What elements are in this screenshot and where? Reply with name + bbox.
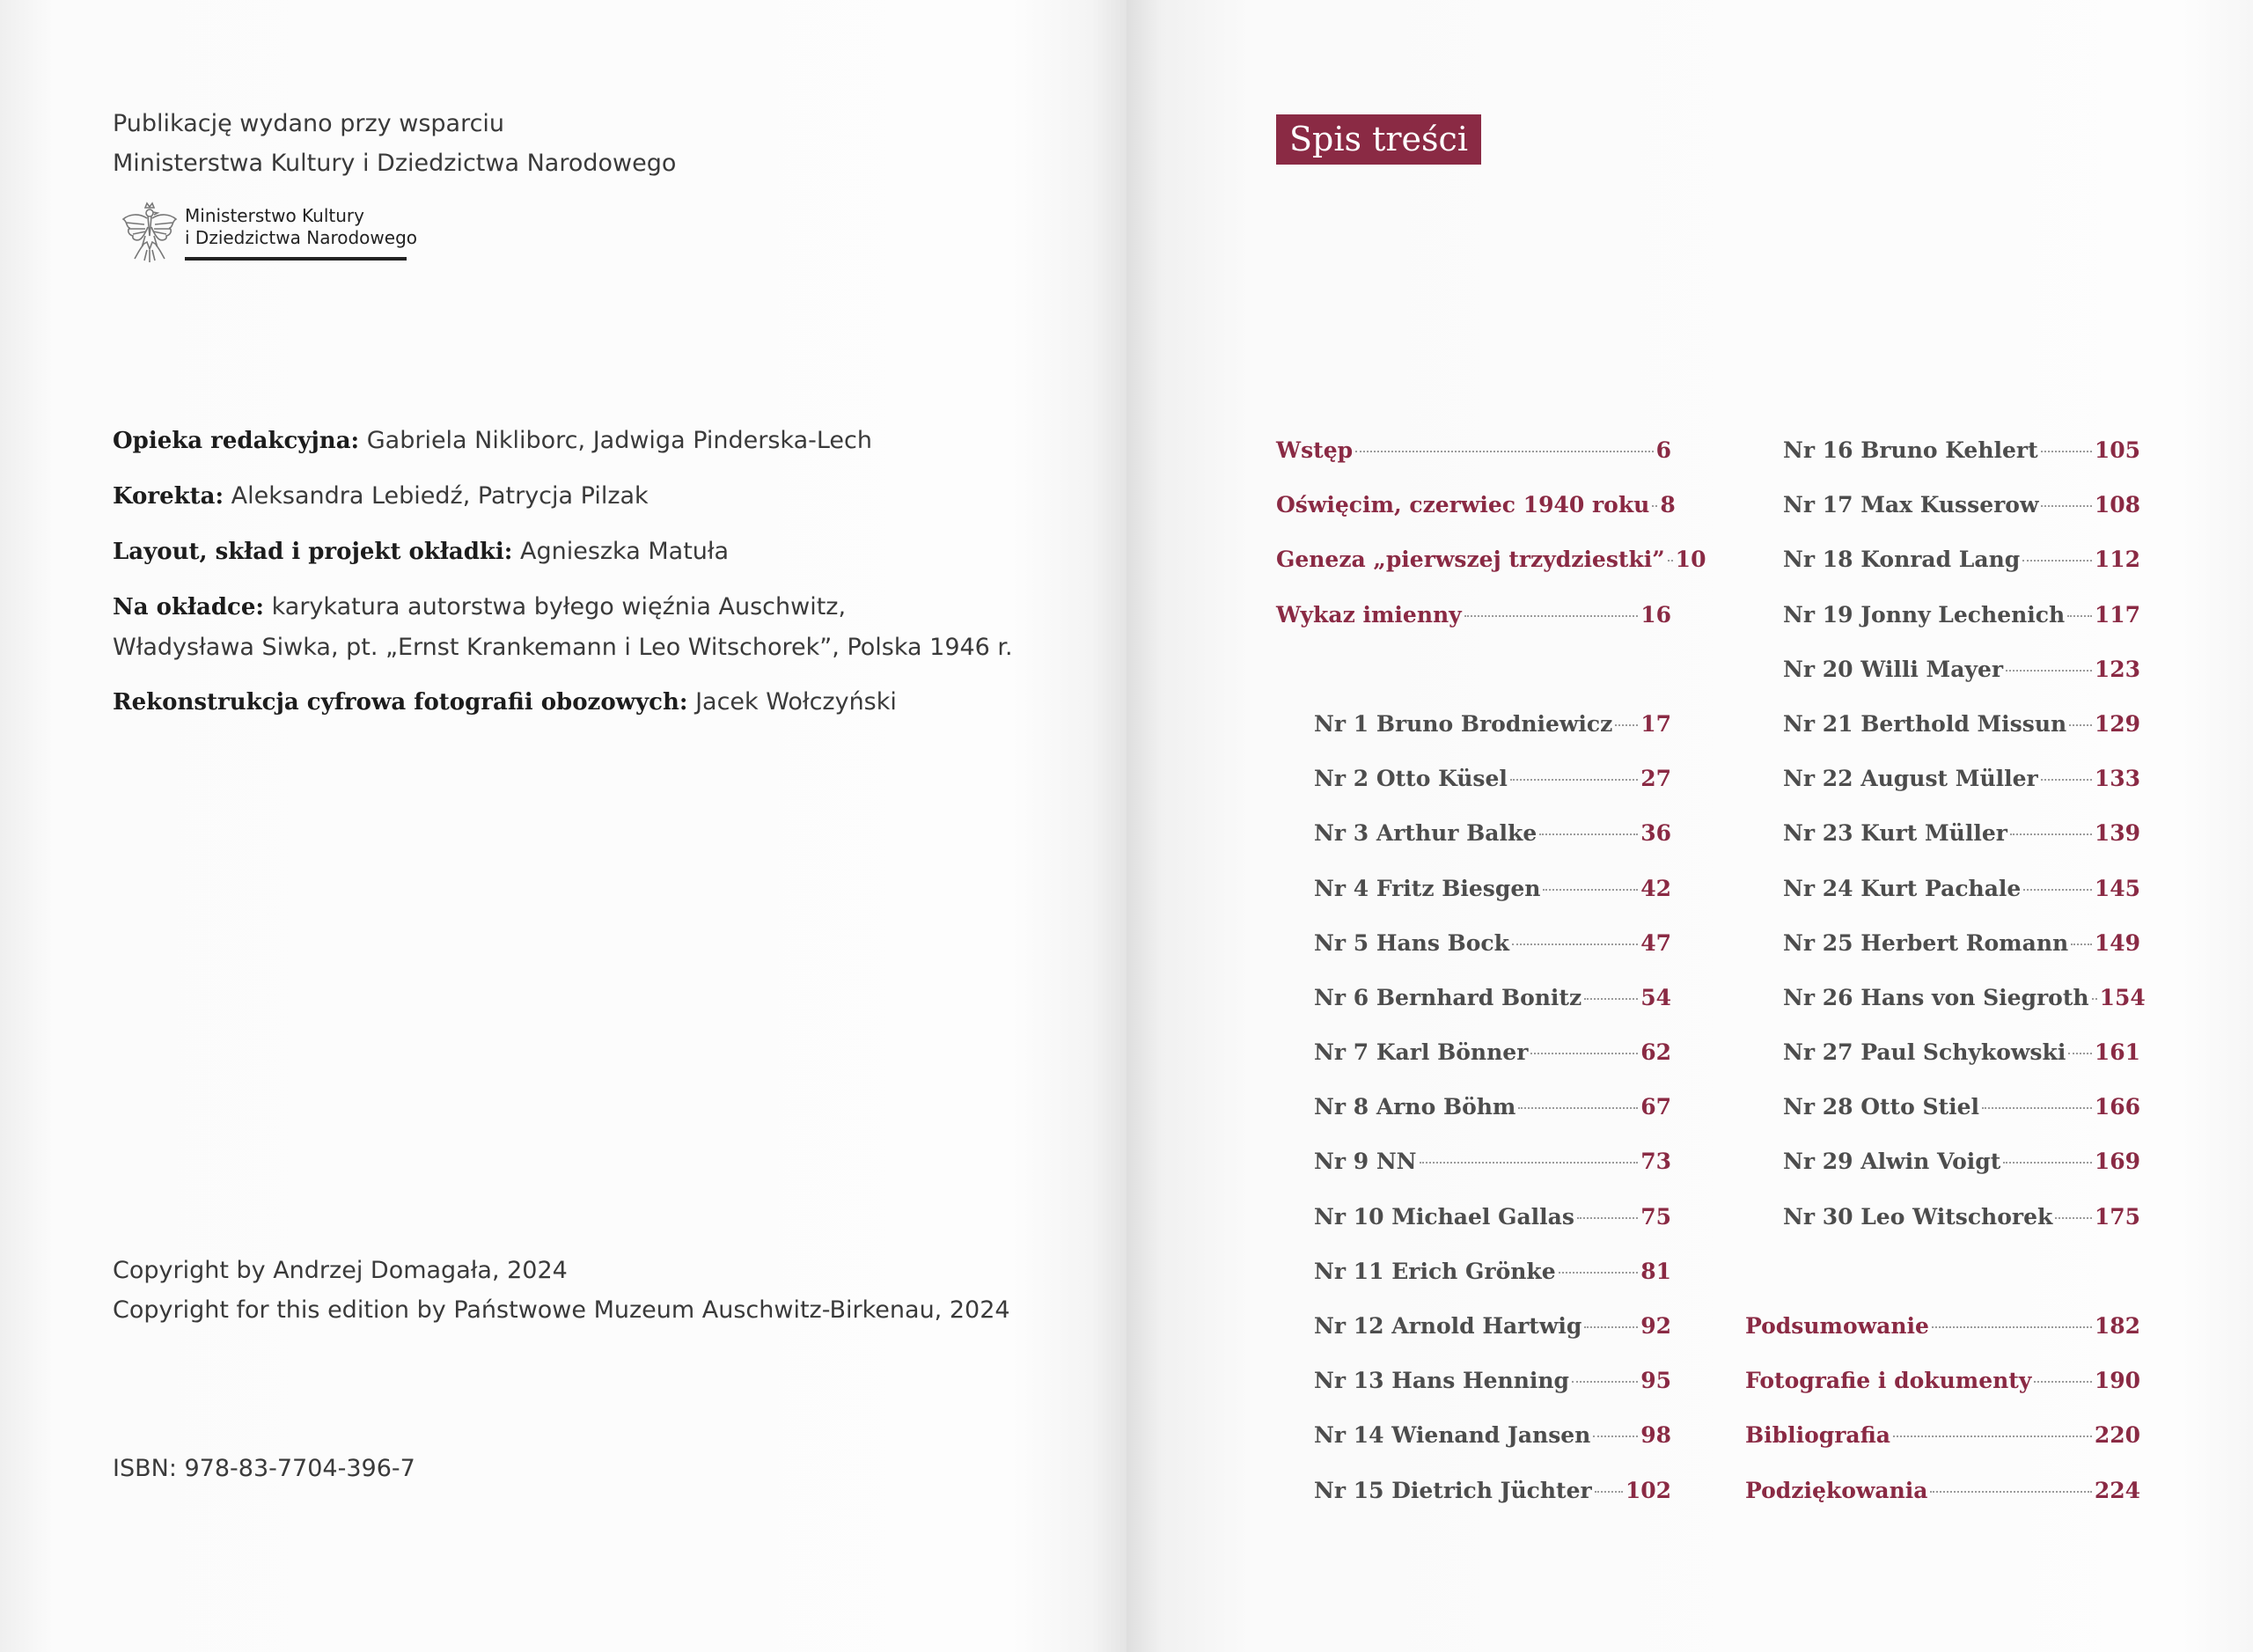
toc-entry-nr-2-otto-kusel[interactable]: [1276, 758, 1671, 812]
toc-entry-page: 149: [2094, 929, 2140, 956]
toc-entry-page: 123: [2094, 656, 2140, 682]
dot-leader: [1464, 615, 1638, 617]
credit-editorial: [113, 421, 1013, 461]
toc-entry-title: Nr 2 Otto Küsel: [1314, 766, 1508, 792]
toc-entry-page: 161: [2094, 1039, 2140, 1066]
toc-entry-title: Nr 12 Arnold Hartwig: [1314, 1313, 1582, 1339]
toc-entry-nr-6-bernhard-bonitz[interactable]: [1276, 977, 1671, 1032]
left-page: [0, 0, 1126, 1652]
dot-leader: [1530, 1053, 1638, 1054]
support-line-1: Publikację wydano przy wsparciu: [113, 110, 505, 137]
toc-entry-page: 81: [1640, 1258, 1671, 1284]
credit-proofreading-value: Aleksandra Lebiedź, Patrycja Pilzak: [231, 482, 649, 510]
toc-entry-title: Nr 9 NN: [1314, 1149, 1417, 1175]
dot-leader: [1595, 1491, 1623, 1493]
toc-entry-page: 182: [2094, 1313, 2140, 1339]
dot-leader: [1930, 1491, 2091, 1493]
toc-entry-title: Nr 22 August Müller: [1783, 766, 2038, 792]
toc-entry-page: 129: [2094, 710, 2140, 737]
dot-leader: [1518, 1107, 1638, 1109]
toc-entry-page: 10: [1675, 547, 1706, 573]
toc-entry-wykaz-imienny[interactable]: [1276, 594, 1671, 649]
ministry-logo-line-1: Ministerstwo Kultury: [185, 205, 364, 226]
dot-leader: [2092, 998, 2097, 1000]
toc-entry-title: Nr 13 Hans Henning: [1314, 1368, 1570, 1394]
dot-leader: [1652, 505, 1657, 507]
toc-entry-title: Nr 5 Hans Bock: [1314, 929, 1509, 956]
ministry-logo-underline: [185, 257, 407, 261]
credit-reconstruction-value: Jacek Wołczyński: [695, 688, 897, 716]
toc-entry-title: Nr 3 Arthur Balke: [1314, 820, 1537, 847]
toc-entry-title: Nr 11 Erich Grönke: [1314, 1258, 1556, 1284]
dot-leader: [2068, 1053, 2091, 1054]
credit-reconstruction-label: Rekonstrukcja cyfrowa fotografii obozowych:: [113, 689, 688, 716]
toc-entry-nr-25-herbert-romann[interactable]: [1745, 922, 2140, 977]
toc-entry-nr-4-fritz-biesgen[interactable]: [1276, 868, 1671, 922]
toc-entry-page: 75: [1640, 1203, 1671, 1230]
toc-entry-nr-1-bruno-brodniewicz[interactable]: [1276, 703, 1671, 758]
dot-leader: [2041, 505, 2091, 507]
toc-entry-nr-5-hans-bock[interactable]: [1276, 922, 1671, 977]
toc-entry-nr-3-arthur-balke[interactable]: [1276, 812, 1671, 867]
dot-leader: [2034, 1381, 2091, 1383]
dot-leader: [1420, 1162, 1639, 1164]
eagle-emblem-icon: [121, 201, 178, 264]
toc-entry-page: 145: [2094, 875, 2140, 901]
dot-leader: [2006, 670, 2092, 672]
toc-entry-page: 139: [2094, 820, 2140, 847]
toc-entry-page: 16: [1640, 601, 1671, 628]
toc-entry-title: Nr 8 Arno Böhm: [1314, 1094, 1516, 1120]
toc-entry-title: Nr 25 Herbert Romann: [1783, 929, 2069, 956]
dot-leader: [2010, 833, 2092, 835]
toc-entry-title: Nr 17 Max Kusserow: [1783, 492, 2039, 518]
toc-entry-nr-15-dietrich-juchter[interactable]: [1276, 1470, 1671, 1524]
toc-entry-title: Nr 16 Bruno Kehlert: [1783, 437, 2038, 463]
toc-entry-page: 92: [1640, 1313, 1671, 1339]
toc-entry-title: Oświęcim, czerwiec 1940 roku: [1276, 492, 1650, 518]
toc-entry-wstep[interactable]: [1276, 430, 1671, 484]
credit-layout-label: Layout, skład i projekt okładki:: [113, 539, 513, 565]
toc-entry-page: 47: [1640, 929, 1671, 956]
dot-leader: [1577, 1217, 1638, 1219]
toc-entry-title: Geneza „pierwszej trzydziestki”: [1276, 547, 1665, 573]
toc-entry-podsumowanie[interactable]: [1745, 1305, 2140, 1360]
dot-leader: [1559, 1272, 1639, 1274]
dot-leader: [1982, 1107, 2092, 1109]
dot-leader: [2041, 779, 2092, 781]
toc-column-right: [1745, 430, 2146, 1524]
toc-entry-title: Nr 15 Dietrich Jüchter: [1314, 1477, 1592, 1503]
toc-entry-page: 102: [1625, 1477, 1671, 1503]
credit-reconstruction: [113, 682, 1013, 723]
copyright-author: Copyright by Andrzej Domagała, 2024: [113, 1257, 568, 1284]
toc-entry-page: 98: [1640, 1422, 1671, 1449]
copyright-edition: Copyright for this edition by Państwowe Muzeum Auschwitz-Birkenau, 2024: [113, 1296, 1010, 1324]
toc-entry-page: 17: [1640, 710, 1671, 737]
toc-entry-geneza-pierwszej-trzydziestki[interactable]: [1276, 539, 1706, 593]
toc-entry-page: 169: [2094, 1149, 2140, 1175]
dot-leader: [2067, 615, 2092, 617]
toc-entry-page: 154: [2099, 984, 2146, 1010]
toc-entry-title: Nr 30 Leo Witschorek: [1783, 1203, 2053, 1230]
toc-entry-nr-21-berthold-missun[interactable]: [1745, 703, 2140, 758]
toc-entry-title: Bibliografia: [1745, 1422, 1891, 1449]
dot-leader: [1932, 1326, 2092, 1328]
toc-entry-title: Nr 20 Willi Mayer: [1783, 656, 2004, 682]
toc-entry-nr-30-leo-witschorek[interactable]: [1745, 1196, 2140, 1251]
toc-entry-page: 27: [1640, 766, 1671, 792]
credit-cover-value-1: karykatura autorstwa byłego więźnia Auschwitz,: [271, 593, 847, 620]
toc-entry-nr-9-nn[interactable]: [1276, 1141, 1671, 1195]
credit-cover-label: Na okładce:: [113, 594, 265, 620]
dot-leader: [1584, 1326, 1638, 1328]
toc-entry-nr-28-otto-stiel[interactable]: [1745, 1086, 2140, 1141]
dot-leader: [2055, 1217, 2092, 1219]
toc-entry-podziekowania[interactable]: [1745, 1470, 2140, 1524]
credit-proofreading-label: Korekta:: [113, 483, 224, 510]
toc-entry-title: Podziękowania: [1745, 1477, 1928, 1503]
toc-entry-page: 6: [1655, 437, 1671, 463]
dot-leader: [2003, 1162, 2091, 1164]
toc-entry-fotografie-i-dokumenty[interactable]: [1745, 1360, 2140, 1414]
toc-entry-title: Nr 1 Bruno Brodniewicz: [1314, 710, 1613, 737]
toc-entry-title: Nr 14 Wienand Jansen: [1314, 1422, 1591, 1449]
toc-entry-page: 36: [1640, 820, 1671, 847]
toc-section-gap: [1276, 649, 1671, 703]
toc-entry-nr-12-arnold-hartwig[interactable]: [1276, 1305, 1671, 1360]
dot-leader: [2022, 560, 2092, 562]
dot-leader: [2069, 724, 2092, 726]
toc-entry-page: 220: [2094, 1422, 2140, 1449]
right-page: [1126, 0, 2253, 1652]
dot-leader: [1572, 1381, 1638, 1383]
copyright: [113, 1251, 1010, 1330]
dot-leader: [1593, 1435, 1638, 1437]
credit-layout: [113, 532, 1013, 572]
toc-entry-page: 166: [2094, 1094, 2140, 1120]
dot-leader: [1615, 724, 1638, 726]
toc-entry-nr-29-alwin-voigt[interactable]: [1745, 1141, 2140, 1195]
toc-entry-page: 95: [1640, 1368, 1671, 1394]
credit-cover: [113, 587, 1013, 667]
toc-entry-page: 224: [2094, 1477, 2140, 1503]
toc-entry-page: 175: [2094, 1203, 2140, 1230]
toc-entry-nr-7-karl-bonner[interactable]: [1276, 1032, 1671, 1086]
dot-leader: [2041, 451, 2092, 452]
toc-entry-title: Nr 21 Berthold Missun: [1783, 710, 2067, 737]
toc-entry-page: 54: [1640, 984, 1671, 1010]
toc-entry-nr-19-jonny-lechenich[interactable]: [1745, 594, 2140, 649]
toc-entry-nr-14-wienand-jansen[interactable]: [1276, 1414, 1671, 1469]
dot-leader: [1668, 560, 1673, 562]
toc-entry-nr-24-kurt-pachale[interactable]: [1745, 868, 2140, 922]
toc-entry-title: Podsumowanie: [1745, 1313, 1929, 1339]
toc-entry-title: Wykaz imienny: [1276, 601, 1462, 628]
dot-leader: [1355, 451, 1654, 452]
dot-leader: [1893, 1435, 2092, 1437]
ministry-logo-line-2: i Dziedzictwa Narodowego: [185, 227, 417, 248]
toc-entry-title: Nr 6 Bernhard Bonitz: [1314, 984, 1582, 1010]
toc-entry-page: 67: [1640, 1094, 1671, 1120]
dot-leader: [1510, 779, 1638, 781]
toc-entry-page: 42: [1640, 875, 1671, 901]
toc-entry-nr-16-bruno-kehlert[interactable]: [1745, 430, 2140, 484]
toc-entry-nr-26-hans-von-siegroth[interactable]: [1745, 977, 2146, 1032]
toc-entry-oswiecim-czerwiec-1940-roku[interactable]: [1276, 484, 1676, 539]
support-line-2: Ministerstwa Kultury i Dziedzictwa Narodowego: [113, 150, 677, 177]
toc-entry-title: Nr 4 Fritz Biesgen: [1314, 875, 1541, 901]
toc-section-gap: [1745, 1251, 2140, 1305]
toc-entry-page: 8: [1660, 492, 1676, 518]
dot-leader: [1539, 833, 1638, 835]
credit-editorial-value: Gabriela Nikliborc, Jadwiga Pinderska-Lech: [366, 427, 872, 454]
toc-entry-title: Nr 19 Jonny Lechenich: [1783, 601, 2066, 628]
dot-leader: [2023, 889, 2091, 891]
dot-leader: [2071, 943, 2092, 945]
toc-entry-nr-23-kurt-muller[interactable]: [1745, 812, 2140, 867]
toc-entry-title: Nr 29 Alwin Voigt: [1783, 1149, 2001, 1175]
toc-entry-nr-8-arno-bohm[interactable]: [1276, 1086, 1671, 1141]
isbn: ISBN: 978-83-7704-396-7: [113, 1455, 415, 1482]
dot-leader: [1543, 889, 1638, 891]
toc-entry-page: 73: [1640, 1149, 1671, 1175]
toc-entry-title: Fotografie i dokumenty: [1745, 1368, 2032, 1394]
toc-entry-nr-11-erich-gronke[interactable]: [1276, 1251, 1671, 1305]
toc-entry-nr-20-willi-mayer[interactable]: [1745, 649, 2140, 703]
toc-entry-page: 190: [2094, 1368, 2140, 1394]
toc-entry-page: 117: [2094, 601, 2140, 628]
toc-entry-title: Nr 18 Konrad Lang: [1783, 547, 2021, 573]
toc-entry-title: Nr 7 Karl Bönner: [1314, 1039, 1529, 1066]
toc-entry-nr-13-hans-henning[interactable]: [1276, 1360, 1671, 1414]
ministry-logo: [121, 201, 421, 271]
toc-entry-nr-27-paul-schykowski[interactable]: [1745, 1032, 2140, 1086]
toc-entry-page: 133: [2094, 766, 2140, 792]
toc-entry-title: Nr 28 Otto Stiel: [1783, 1094, 1979, 1120]
dot-leader: [1512, 943, 1638, 945]
toc-entry-nr-18-konrad-lang[interactable]: [1745, 539, 2140, 593]
toc-entry-nr-22-august-muller[interactable]: [1745, 758, 2140, 812]
toc-entry-title: Nr 23 Kurt Müller: [1783, 820, 2007, 847]
toc-entry-title: Nr 10 Michael Gallas: [1314, 1203, 1574, 1230]
toc-entry-page: 105: [2094, 437, 2140, 463]
credit-editorial-label: Opieka redakcyjna:: [113, 428, 360, 454]
dot-leader: [1584, 998, 1638, 1000]
toc-entry-nr-17-max-kusserow[interactable]: [1745, 484, 2140, 539]
toc-entry-title: Nr 26 Hans von Siegroth: [1783, 984, 2089, 1010]
toc-title: Spis treści: [1276, 114, 1481, 165]
toc-entry-page: 108: [2094, 492, 2140, 518]
toc-entry-nr-10-michael-gallas[interactable]: [1276, 1196, 1671, 1251]
toc-entry-page: 62: [1640, 1039, 1671, 1066]
toc-entry-bibliografia[interactable]: [1745, 1414, 2140, 1469]
toc-entry-title: Nr 27 Paul Schykowski: [1783, 1039, 2066, 1066]
credit-proofreading: [113, 476, 1013, 517]
toc-entry-title: Wstęp: [1276, 437, 1354, 463]
toc-entry-title: Nr 24 Kurt Pachale: [1783, 875, 2022, 901]
credit-layout-value: Agnieszka Matuła: [519, 538, 730, 565]
toc-column-left: [1276, 430, 1706, 1524]
credits: [113, 421, 1013, 723]
support-note: [113, 104, 676, 183]
credit-cover-value-2: Władysława Siwka, pt. „Ernst Krankemann i Leo Witschorek”, Polska 1946 r.: [113, 634, 1013, 661]
toc-entry-page: 112: [2094, 547, 2140, 573]
